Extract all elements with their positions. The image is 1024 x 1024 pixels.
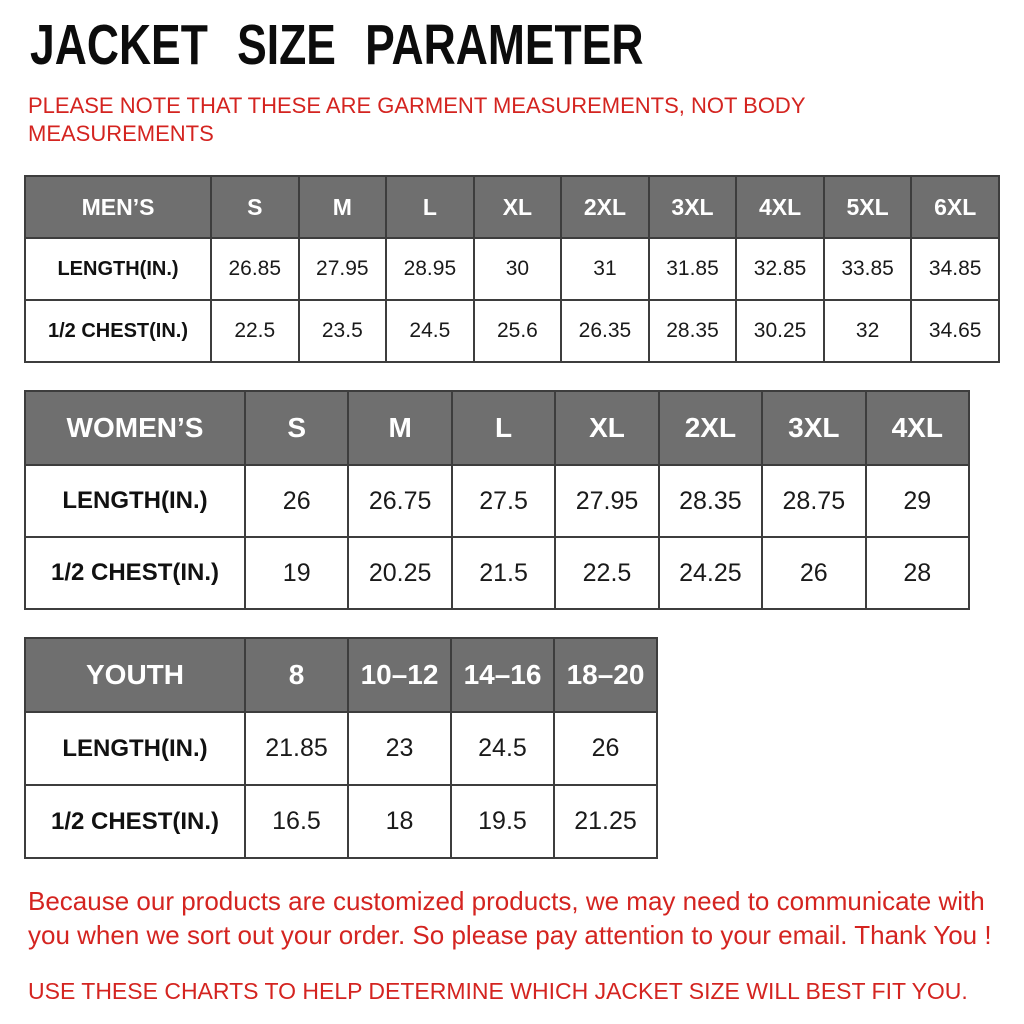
youth-size-table xyxy=(24,637,658,859)
mens-size-header-cell: 3XL xyxy=(649,176,737,238)
mens-size-header-cell: XL xyxy=(474,176,562,238)
womens-size-header-cell: 2XL xyxy=(659,391,762,465)
page-title: JACKET SIZE PARAMETER xyxy=(30,13,644,77)
womens-size-header-cell: M xyxy=(348,391,451,465)
mens-value-cell: 25.6 xyxy=(474,300,562,362)
mens-value-cell: 32.85 xyxy=(736,238,824,300)
mens-value-cell: 30.25 xyxy=(736,300,824,362)
womens-value-cell: 21.5 xyxy=(452,537,555,609)
mens-size-table xyxy=(24,175,1000,363)
womens-value-cell: 26 xyxy=(762,537,865,609)
mens-value-cell: 28.95 xyxy=(386,238,474,300)
youth-header-row xyxy=(25,638,657,712)
mens-value-cell: 22.5 xyxy=(211,300,299,362)
youth-row-label-cell: 1/2 CHEST(IN.) xyxy=(25,785,245,858)
youth-value-cell: 18 xyxy=(348,785,451,858)
mens-header-row xyxy=(25,176,999,238)
garment-measurement-note: PLEASE NOTE THAT THESE ARE GARMENT MEASUREMENTS, NOT BODY MEASUREMENTS xyxy=(28,93,806,147)
mens-size-header-cell: M xyxy=(299,176,387,238)
youth-value-cell: 21.85 xyxy=(245,712,348,785)
mens-size-header-cell: 5XL xyxy=(824,176,912,238)
mens-value-cell: 28.35 xyxy=(649,300,737,362)
mens-value-cell: 23.5 xyxy=(299,300,387,362)
mens-value-cell: 33.85 xyxy=(824,238,912,300)
mens-size-header-cell: S xyxy=(211,176,299,238)
womens-measurement-row xyxy=(25,465,969,537)
mens-value-cell: 26.35 xyxy=(561,300,649,362)
mens-value-cell: 30 xyxy=(474,238,562,300)
womens-value-cell: 24.25 xyxy=(659,537,762,609)
womens-size-header-cell: XL xyxy=(555,391,658,465)
youth-size-header-cell: 8 xyxy=(245,638,348,712)
womens-size-header-cell: L xyxy=(452,391,555,465)
mens-value-cell: 32 xyxy=(824,300,912,362)
mens-table-title-cell: MEN’S xyxy=(25,176,211,238)
mens-value-cell: 34.85 xyxy=(911,238,999,300)
mens-value-cell: 24.5 xyxy=(386,300,474,362)
youth-measurement-row xyxy=(25,712,657,785)
womens-value-cell: 28 xyxy=(866,537,969,609)
youth-measurement-row xyxy=(25,785,657,858)
youth-value-cell: 19.5 xyxy=(451,785,554,858)
womens-row-label-cell: 1/2 CHEST(IN.) xyxy=(25,537,245,609)
womens-size-table xyxy=(24,390,970,610)
womens-value-cell: 29 xyxy=(866,465,969,537)
womens-value-cell: 28.35 xyxy=(659,465,762,537)
womens-value-cell: 22.5 xyxy=(555,537,658,609)
mens-value-cell: 27.95 xyxy=(299,238,387,300)
womens-value-cell: 26.75 xyxy=(348,465,451,537)
womens-size-header-cell: 3XL xyxy=(762,391,865,465)
mens-size-header-cell: 2XL xyxy=(561,176,649,238)
womens-table-title-cell: WOMEN’S xyxy=(25,391,245,465)
mens-value-cell: 31 xyxy=(561,238,649,300)
youth-value-cell: 24.5 xyxy=(451,712,554,785)
mens-value-cell: 34.65 xyxy=(911,300,999,362)
womens-size-header-cell: 4XL xyxy=(866,391,969,465)
youth-value-cell: 23 xyxy=(348,712,451,785)
mens-size-header-cell: L xyxy=(386,176,474,238)
womens-value-cell: 20.25 xyxy=(348,537,451,609)
mens-size-header-cell: 4XL xyxy=(736,176,824,238)
youth-size-header-cell: 14–16 xyxy=(451,638,554,712)
womens-value-cell: 28.75 xyxy=(762,465,865,537)
mens-value-cell: 31.85 xyxy=(649,238,737,300)
womens-measurement-row xyxy=(25,537,969,609)
womens-size-header-cell: S xyxy=(245,391,348,465)
mens-row-label-cell: LENGTH(IN.) xyxy=(25,238,211,300)
fit-advice-note: USE THESE CHARTS TO HELP DETERMINE WHICH JACKET SIZE WILL BEST FIT YOU. xyxy=(28,977,968,1004)
mens-measurement-row xyxy=(25,238,999,300)
mens-size-header-cell: 6XL xyxy=(911,176,999,238)
youth-size-header-cell: 10–12 xyxy=(348,638,451,712)
customized-products-note: Because our products are customized products, we may need to communicate with you when we sort out your order. So please pay attention to your email. Thank You ! xyxy=(28,886,992,951)
womens-header-row xyxy=(25,391,969,465)
youth-value-cell: 16.5 xyxy=(245,785,348,858)
youth-value-cell: 26 xyxy=(554,712,657,785)
mens-measurement-row xyxy=(25,300,999,362)
youth-value-cell: 21.25 xyxy=(554,785,657,858)
womens-value-cell: 27.95 xyxy=(555,465,658,537)
youth-size-header-cell: 18–20 xyxy=(554,638,657,712)
youth-table-title-cell: YOUTH xyxy=(25,638,245,712)
mens-row-label-cell: 1/2 CHEST(IN.) xyxy=(25,300,211,362)
womens-row-label-cell: LENGTH(IN.) xyxy=(25,465,245,537)
mens-value-cell: 26.85 xyxy=(211,238,299,300)
womens-value-cell: 26 xyxy=(245,465,348,537)
womens-value-cell: 27.5 xyxy=(452,465,555,537)
youth-row-label-cell: LENGTH(IN.) xyxy=(25,712,245,785)
womens-value-cell: 19 xyxy=(245,537,348,609)
